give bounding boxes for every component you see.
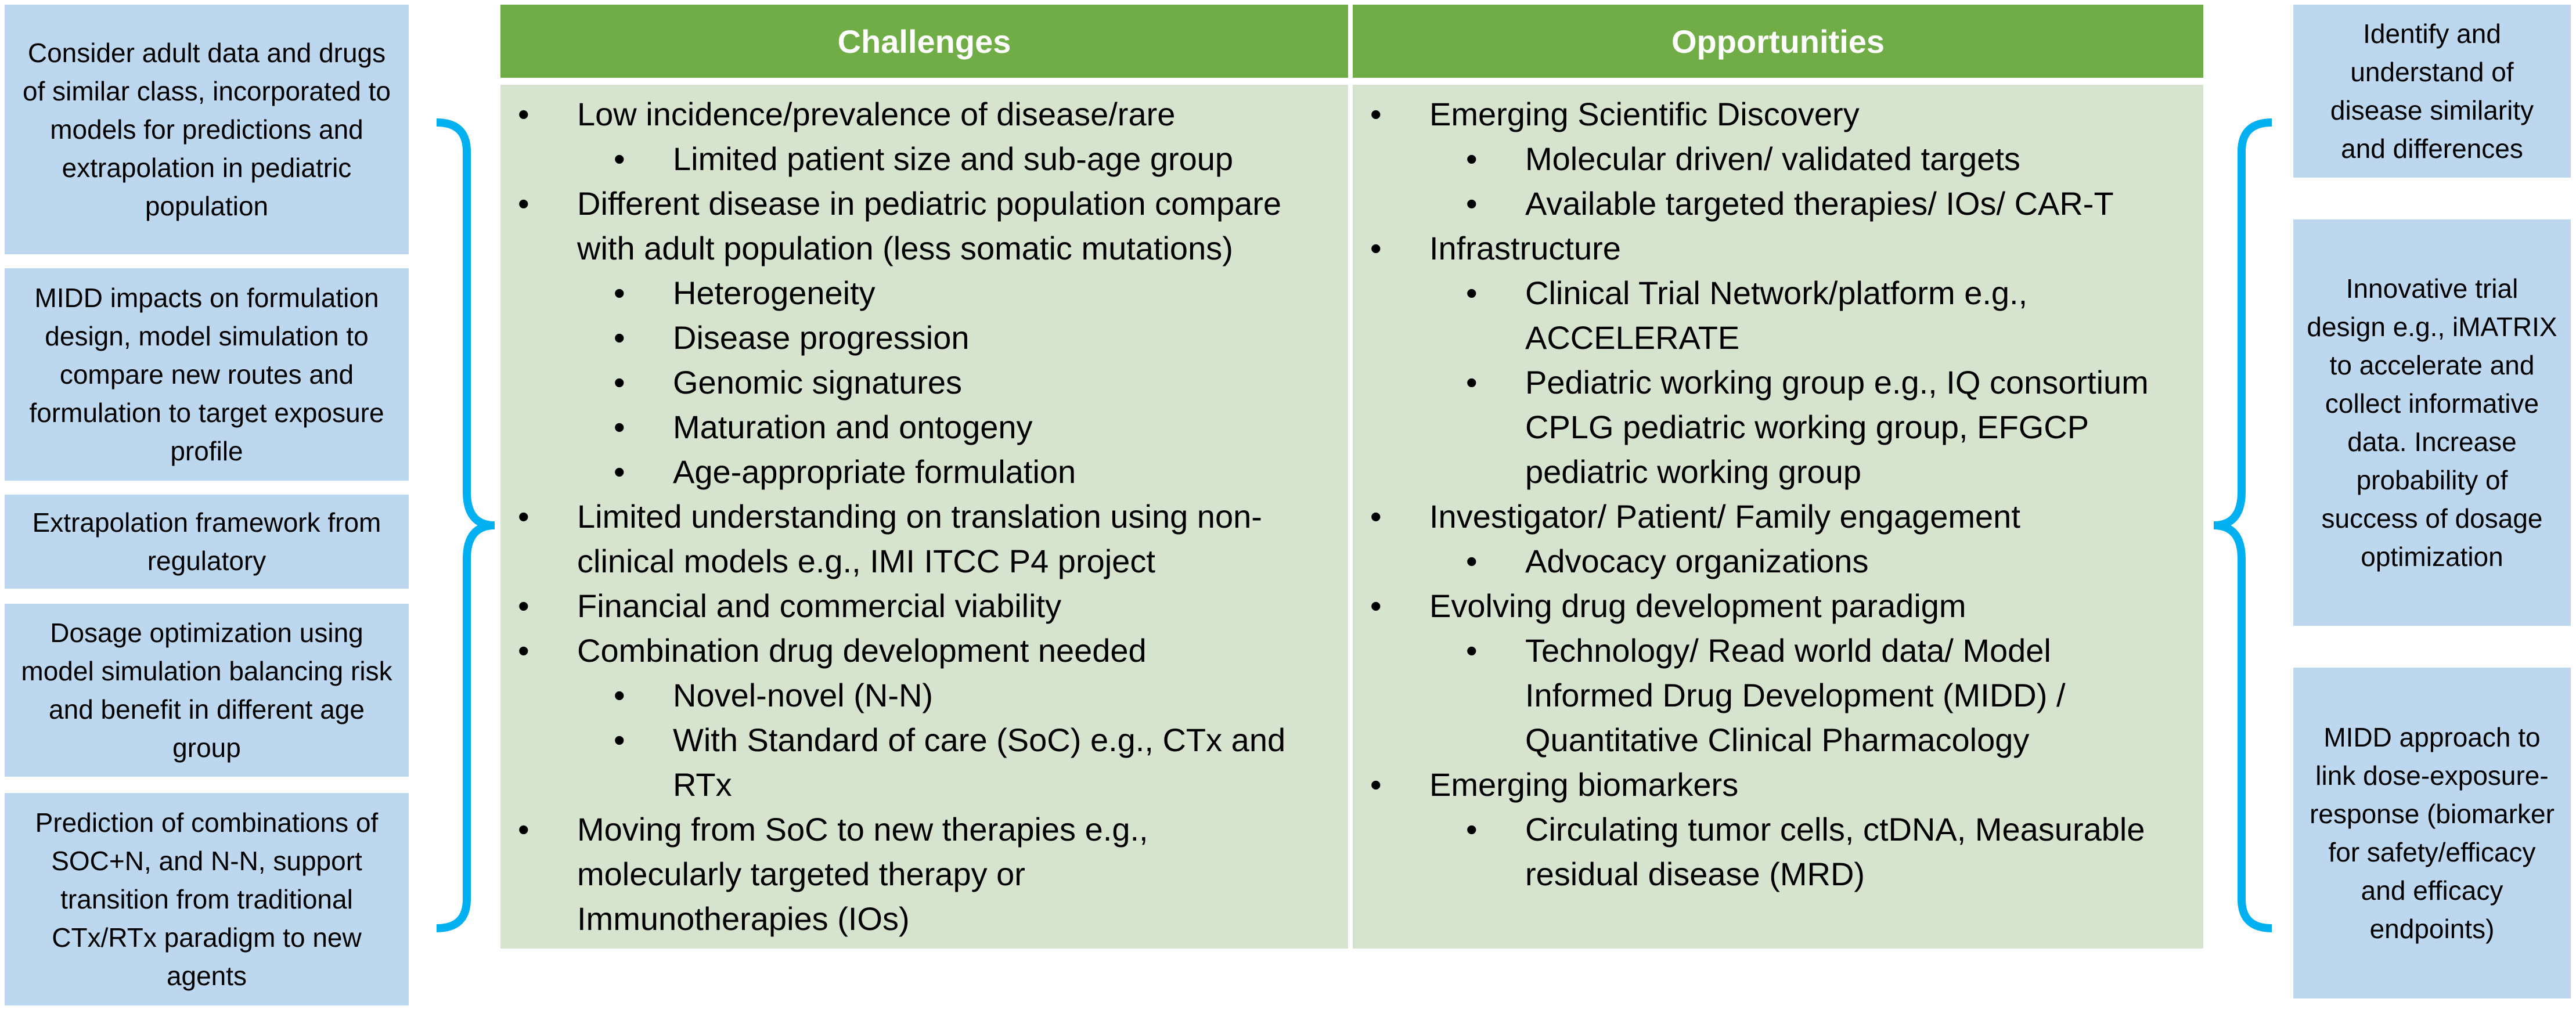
opportunities-item-12 <box>1353 807 2203 896</box>
bullet-icon: • <box>1466 275 1478 311</box>
bullet-icon: • <box>1466 140 1478 177</box>
challenges-item-6 <box>500 360 1348 405</box>
opportunities-item-line: Molecular driven/ validated targets <box>1525 140 2020 177</box>
challenges-item-line: clinical models e.g., IMI ITCC P4 project <box>577 543 1155 579</box>
challenges-item-line: Maturation and ontogeny <box>673 409 1033 445</box>
left-note-1: Consider adult data and drugs of similar class, incorporated to models for predictions and extrapolation in pediatric population <box>5 5 409 254</box>
bullet-icon: • <box>1370 498 1382 535</box>
bullet-icon: • <box>614 140 625 177</box>
challenges-item-8 <box>500 449 1348 494</box>
left-brace <box>430 113 499 938</box>
opportunities-item-line: residual disease (MRD) <box>1525 856 1865 892</box>
right-note-3: MIDD approach to link dose-exposure-response (biomarker for safety/efficacy and efficacy endpoints) <box>2293 668 2571 998</box>
bullet-icon: • <box>614 677 625 713</box>
bullet-icon: • <box>1466 811 1478 848</box>
left-note-3: Extrapolation framework from regulatory <box>5 495 409 589</box>
bullet-icon: • <box>518 96 529 132</box>
opportunities-header: Opportunities <box>1353 5 2203 78</box>
challenges-item-line: molecularly targeted therapy or <box>577 856 1025 892</box>
bullet-icon: • <box>1370 766 1382 803</box>
left-note-5: Prediction of combinations of SOC+N, and N-N, support transition from traditional CTx/RTx paradigm to new agents <box>5 793 409 1005</box>
challenges-body <box>500 85 1348 949</box>
right-note-2: Innovative trial design e.g., iMATRIX to accelerate and collect informative data. Increase probability of success of dosage optimization <box>2293 219 2571 626</box>
challenges-item-4 <box>500 271 1348 315</box>
opportunities-item-line: Available targeted therapies/ IOs/ CAR-T <box>1525 185 2114 222</box>
challenges-item-10 <box>500 583 1348 628</box>
opportunities-item-2 <box>1353 136 2203 181</box>
opportunities-item-line: Emerging Scientific Discovery <box>1429 96 1860 132</box>
bullet-icon: • <box>1370 230 1382 266</box>
challenges-item-14 <box>500 807 1348 941</box>
left-note-2: MIDD impacts on formulation design, model simulation to compare new routes and formulation to target exposure profile <box>5 268 409 481</box>
opportunities-item-7 <box>1353 494 2203 539</box>
bullet-icon: • <box>1466 185 1478 222</box>
challenges-item-5 <box>500 315 1348 360</box>
opportunities-item-line: Pediatric working group e.g., IQ consortium <box>1525 364 2149 401</box>
challenges-item-line: Financial and commercial viability <box>577 587 1062 624</box>
challenges-item-13 <box>500 718 1348 807</box>
challenges-header: Challenges <box>500 5 1348 78</box>
challenges-item-11 <box>500 628 1348 673</box>
bullet-icon: • <box>614 722 625 758</box>
bullet-icon: • <box>1466 543 1478 579</box>
challenges-item-line: Limited patient size and sub-age group <box>673 140 1234 177</box>
challenges-item-line: RTx <box>673 766 732 803</box>
opportunities-item-line: Advocacy organizations <box>1525 543 1869 579</box>
challenges-item-line: Low incidence/prevalence of disease/rare <box>577 96 1176 132</box>
challenges-item-7 <box>500 405 1348 449</box>
challenges-item-3 <box>500 181 1348 271</box>
left-note-4: Dosage optimization using model simulation balancing risk and benefit in different age group <box>5 604 409 777</box>
opportunities-item-line: Emerging biomarkers <box>1429 766 1739 803</box>
bullet-icon: • <box>1466 364 1478 401</box>
bullet-icon: • <box>614 409 625 445</box>
challenges-item-line: With Standard of care (SoC) e.g., CTx and <box>673 722 1286 758</box>
challenges-item-line: Different disease in pediatric population compare <box>577 185 1282 222</box>
opportunities-item-line: Technology/ Read world data/ Model <box>1525 632 2051 669</box>
challenges-item-1 <box>500 92 1348 136</box>
opportunities-item-5 <box>1353 271 2203 360</box>
opportunities-item-line: Evolving drug development paradigm <box>1429 587 1966 624</box>
opportunities-item-line: Investigator/ Patient/ Family engagement <box>1429 498 2020 535</box>
bullet-icon: • <box>614 453 625 490</box>
opportunities-body <box>1353 85 2203 949</box>
opportunities-item-line: Quantitative Clinical Pharmacology <box>1525 722 2030 758</box>
bullet-icon: • <box>1370 587 1382 624</box>
opportunities-item-line: ACCELERATE <box>1525 319 1740 356</box>
opportunities-item-8 <box>1353 539 2203 583</box>
bullet-icon: • <box>614 319 625 356</box>
opportunities-item-line: Infrastructure <box>1429 230 1621 266</box>
challenges-item-9 <box>500 494 1348 583</box>
opportunities-item-line: Circulating tumor cells, ctDNA, Measurable <box>1525 811 2145 848</box>
opportunities-item-3 <box>1353 181 2203 226</box>
opportunities-item-9 <box>1353 583 2203 628</box>
challenges-item-line: with adult population (less somatic mutations) <box>577 230 1233 266</box>
challenges-item-line: Heterogeneity <box>673 275 876 311</box>
bullet-icon: • <box>518 632 529 669</box>
opportunities-item-line: Clinical Trial Network/platform e.g., <box>1525 275 2028 311</box>
challenges-item-2 <box>500 136 1348 181</box>
opportunities-item-10 <box>1353 628 2203 762</box>
bullet-icon: • <box>518 587 529 624</box>
bullet-icon: • <box>1370 96 1382 132</box>
bullet-icon: • <box>518 185 529 222</box>
right-note-1: Identify and understand of disease similarity and differences <box>2293 5 2571 178</box>
challenges-item-line: Genomic signatures <box>673 364 963 401</box>
bullet-icon: • <box>614 364 625 401</box>
opportunities-item-4 <box>1353 226 2203 271</box>
challenges-item-line: Immunotherapies (IOs) <box>577 900 910 937</box>
opportunities-item-1 <box>1353 92 2203 136</box>
right-brace <box>2209 113 2279 938</box>
bullet-icon: • <box>1466 632 1478 669</box>
challenges-item-line: Moving from SoC to new therapies e.g., <box>577 811 1148 848</box>
opportunities-item-6 <box>1353 360 2203 494</box>
opportunities-item-line: pediatric working group <box>1525 453 1861 490</box>
bullet-icon: • <box>614 275 625 311</box>
bullet-icon: • <box>518 811 529 848</box>
challenges-item-line: Combination drug development needed <box>577 632 1147 669</box>
challenges-item-line: Novel-novel (N-N) <box>673 677 934 713</box>
opportunities-item-line: Informed Drug Development (MIDD) / <box>1525 677 2066 713</box>
challenges-item-12 <box>500 673 1348 718</box>
opportunities-item-line: CPLG pediatric working group, EFGCP <box>1525 409 2089 445</box>
bullet-icon: • <box>518 498 529 535</box>
opportunities-item-11 <box>1353 762 2203 807</box>
challenges-item-line: Limited understanding on translation using non- <box>577 498 1262 535</box>
challenges-item-line: Disease progression <box>673 319 970 356</box>
challenges-item-line: Age-appropriate formulation <box>673 453 1076 490</box>
